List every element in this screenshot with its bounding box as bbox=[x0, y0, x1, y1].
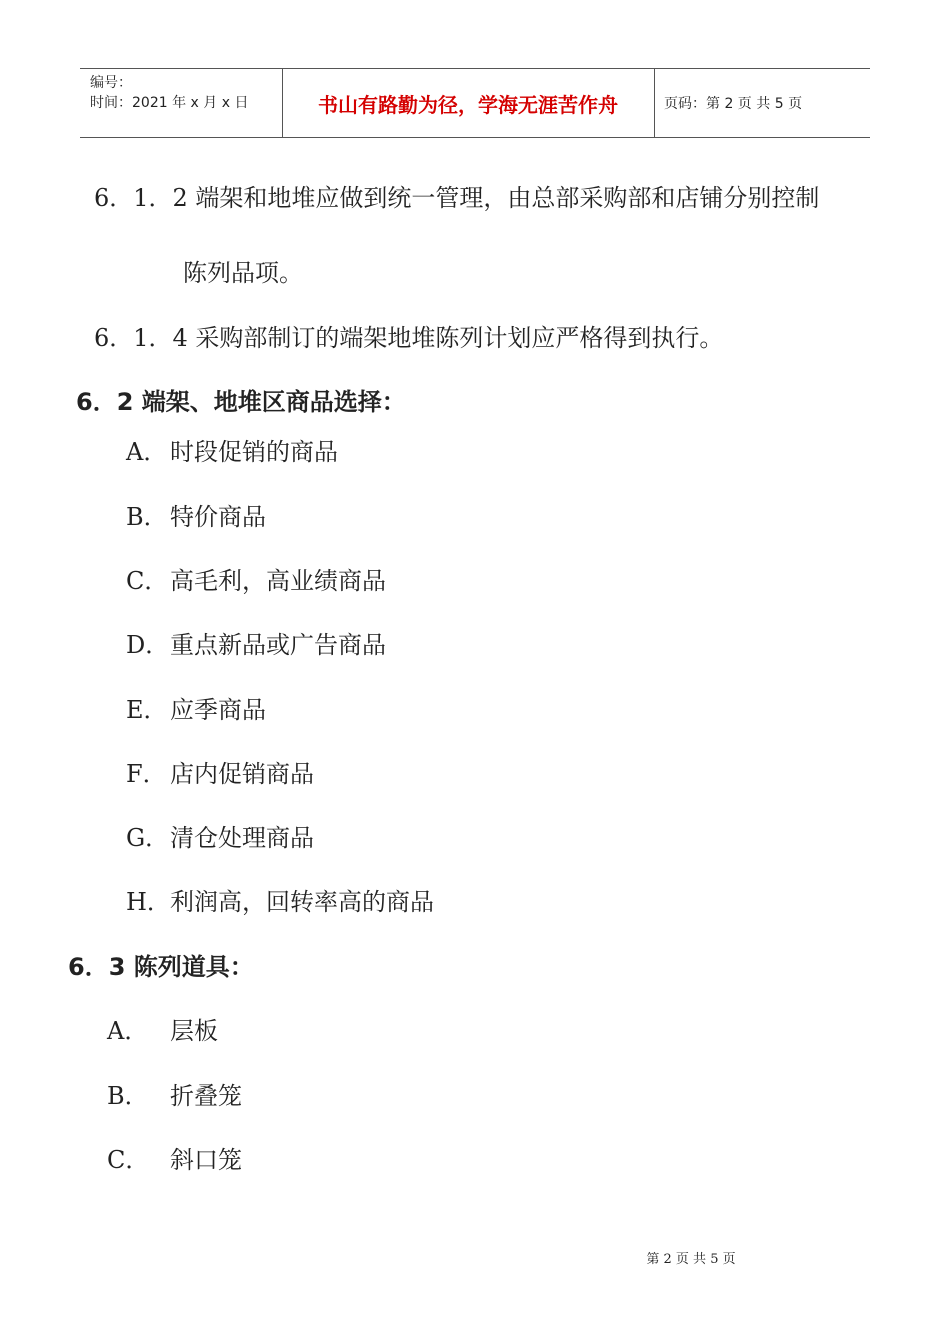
list-marker: G． bbox=[126, 824, 170, 852]
list-item bbox=[126, 882, 434, 917]
list-text: 高毛利，高业绩商品 bbox=[170, 567, 386, 595]
list-item bbox=[126, 754, 314, 789]
list-text: 重点新品或广告商品 bbox=[170, 631, 386, 659]
list-item bbox=[107, 1011, 218, 1046]
list-marker: H． bbox=[126, 888, 171, 916]
list-item bbox=[126, 432, 338, 467]
list-item bbox=[107, 1140, 242, 1175]
list-text: 层板 bbox=[170, 1017, 218, 1045]
header-meta bbox=[90, 73, 248, 113]
list-item bbox=[126, 818, 314, 853]
list-marker: A． bbox=[126, 438, 168, 466]
document-date-label: 时间：2021 年 x 月 x 日 bbox=[90, 95, 249, 111]
list-marker: B． bbox=[126, 503, 168, 531]
paragraph-6-1-2-line1: 6．1．2 端架和地堆应做到统一管理，由总部采购部和店铺分别控制 bbox=[94, 184, 820, 212]
list-marker: C． bbox=[107, 1146, 150, 1174]
list-marker: C． bbox=[126, 567, 169, 595]
list-text: 折叠笼 bbox=[170, 1082, 242, 1110]
list-marker: D． bbox=[126, 631, 170, 659]
document-number-label: 编号： bbox=[90, 75, 132, 91]
list-item bbox=[107, 1076, 242, 1111]
list-item bbox=[126, 561, 386, 596]
list-text: 特价商品 bbox=[170, 503, 266, 531]
list-marker: B． bbox=[107, 1082, 149, 1110]
section-title-6-3: 6．3 陈列道具： bbox=[68, 953, 254, 981]
list-text: 时段促销的商品 bbox=[170, 438, 338, 466]
paragraph-6-1-4: 6．1．4 采购部制订的端架地堆陈列计划应严格得到执行。 bbox=[94, 324, 724, 352]
footer-page-number: 第 2 页 共 5 页 bbox=[646, 1252, 736, 1267]
paragraph-6-1-2-line2: 陈列品项。 bbox=[183, 259, 303, 287]
section-title-6-2: 6．2 端架、地堆区商品选择： bbox=[76, 388, 406, 416]
header-motto: 书山有路勤为径，学海无涯苦作舟 bbox=[318, 92, 618, 117]
page-footer bbox=[0, 1248, 950, 1267]
list-item bbox=[126, 690, 266, 725]
list-text: 清仓处理商品 bbox=[170, 824, 314, 852]
list-item bbox=[126, 497, 266, 532]
list-marker: F． bbox=[126, 760, 167, 788]
header-page-info: 页码：第 2 页 共 5 页 bbox=[664, 96, 803, 112]
list-item bbox=[126, 625, 386, 660]
header-divider bbox=[654, 69, 655, 137]
list-text: 利润高，回转率高的商品 bbox=[170, 888, 434, 916]
list-marker: A． bbox=[107, 1017, 149, 1045]
list-text: 店内促销商品 bbox=[170, 760, 314, 788]
list-text: 斜口笼 bbox=[170, 1146, 242, 1174]
page-header bbox=[80, 68, 870, 138]
list-marker: E． bbox=[126, 696, 168, 724]
list-text: 应季商品 bbox=[170, 696, 266, 724]
